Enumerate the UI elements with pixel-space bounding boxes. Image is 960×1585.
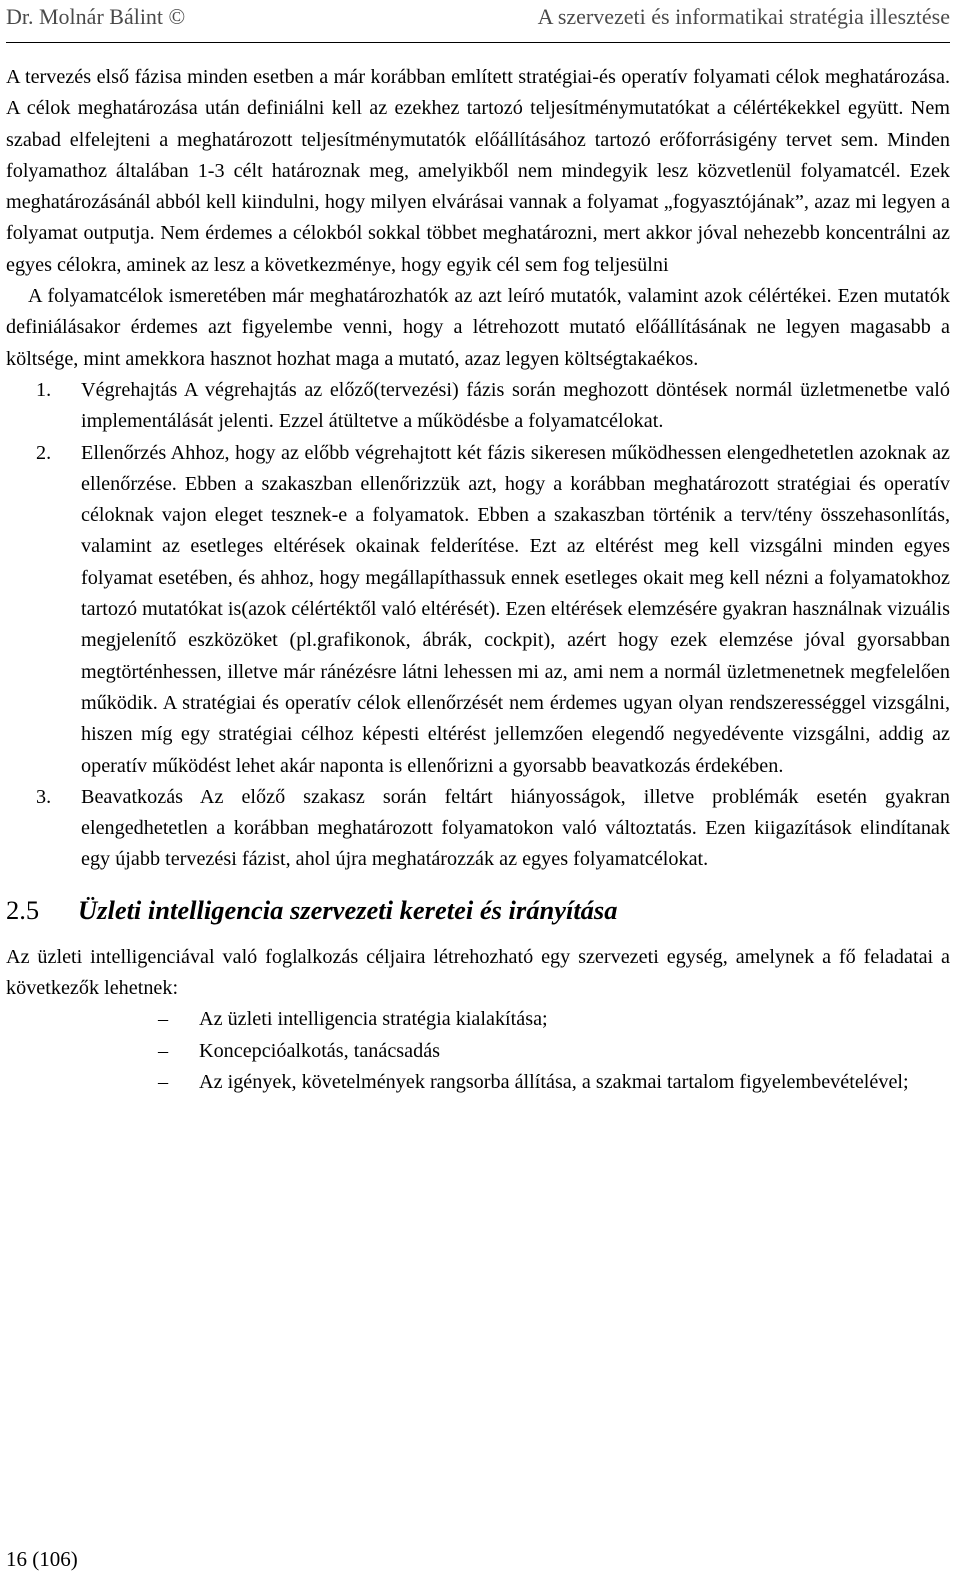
list-item-text: Koncepcióalkotás, tanácsadás bbox=[199, 1039, 441, 1062]
page-header bbox=[6, 2, 950, 43]
section-intro: Az üzleti intelligenciával való foglalkozás céljaira létrehozható egy szervezeti egység, amelynek a fő feladatai a következők lehetnek: bbox=[6, 945, 950, 1000]
list-item bbox=[6, 1036, 950, 1067]
dash-bullet: – bbox=[158, 1070, 169, 1093]
dash-bullet: – bbox=[158, 1008, 169, 1031]
page-body bbox=[6, 62, 950, 1098]
list-item-number: 1. bbox=[36, 378, 52, 401]
list-item bbox=[6, 375, 950, 438]
list-item-text: Az üzleti intelligencia stratégia kialakítása; bbox=[199, 1008, 548, 1031]
list-item bbox=[6, 1067, 950, 1098]
list-item-text: Végrehajtás A végrehajtás az előző(tervezési) fázis során meghozott döntések normál üzletmenetbe való implementálását jelenti. Ezzel átültetve a működésbe a folyamatcélokat. bbox=[81, 378, 950, 433]
paragraph: A tervezés első fázisa minden esetben a már korábban említett stratégiai-és operatív folyamati célok meghatározása. A célok meghatározása után definiálni kell az ezekhez tartozó teljesítménymutatókat a célértékekkel együtt. Nem szabad elfelejteni a meghatározott teljesítménymutatók előállításához tartozó erőforrásigény tervet sem. Minden folyamathoz általában 1-3 célt határoznak meg, amelyikből nem mindegyik lesz közvetlenül folyamatcél. Ezek meghatározásánál abból kell kiindulni, hogy milyen elvárásai vannak a folyamat „fogyasztójának”, azaz mi legyen a folyamat outputja. Nem érdemes a célokból sokkal többet meghatározni, mert akkor jóval nehezebb koncentrálni az egyes célokra, aminek az lesz a következménye, hogy egyik cél sem fog teljesülni bbox=[6, 66, 950, 276]
list-item-number: 3. bbox=[36, 785, 52, 808]
list-item-text: Az igények, követelmények rangsorba állítása, a szakmai tartalom figyelembevételével; bbox=[199, 1070, 909, 1093]
section-number: 2.5 bbox=[6, 894, 40, 925]
list-item-text: Beavatkozás Az előző szakasz során feltárt hiányosságok, illetve problémák esetén gyakran elengedhetetlen a korábban meghatározott folyamatokon való változtatás. Ezen kiigazítások elindítanak egy újabb tervezési fázist, ahol újra meghatározzák az egyes folyamatcélokat. bbox=[81, 785, 950, 871]
dash-bullet: – bbox=[158, 1039, 169, 1062]
list-item-text: Ellenőrzés Ahhoz, hogy az előbb végrehajtott két fázis sikeresen működhessen elengedhetetlen azoknak az ellenőrzése. Ebben a szakaszban ellenőrizzük azt, hogy a korábban meghatározott stratégiai és operatív céloknak vajon eleget tesznek-e a folyamatok. Ebben a szakaszban történik a terv/tény összehasonlítás, valamint az esetleges eltérések okainak felderítése. Ezt az eltérést meg kell vizsgálni minden egyes folyamat esetében, és ahhoz, hogy megállapíthassuk ennek esetleges okait meg kell nézni a folyamatokhoz tartozó mutatókat is(azok célértéktől való eltérését). Ezen eltérések elemzésére gyakran használnak vizuális megjelenítő eszközöket (pl.grafikonok, ábrák, cockpit), azért hogy ezek elemzése jóval gyorsabban megtörténhessen, illetve már ránézésre látni lehessen mi az, ami nem a normál üzletmenetnek megfelelően működik. A stratégiai és operatív célok ellenőrzését nem érdemes ugyan olyan rendszerességgel vizsgálni, hiszen míg egy stratégiai célhoz képesti eltérést jellemzően elegendő negyedévente vizsgálni, addig az operatív működést lehet akár naponta is ellenőrizni a gyorsabb beavatkozás érdekében. bbox=[81, 441, 950, 777]
page-number: 16 (106) bbox=[6, 1547, 78, 1571]
numbered-list bbox=[6, 375, 950, 876]
paragraph: A folyamatcélok ismeretében már meghatározhatók az azt leíró mutatók, valamint azok célértékei. Ezen mutatók definiálásakor érdemes azt figyelembe venni, hogy a létrehozott mutató előállításának ne legyen magasabb a költsége, mint amekkora hasznot hozhat maga a mutató, azaz legyen költségtakaékos. bbox=[6, 285, 950, 370]
section-title: Üzleti intelligencia szervezeti keretei és irányítása bbox=[78, 894, 618, 925]
bullet-list bbox=[6, 1004, 950, 1098]
header-title: A szervezeti és informatikai stratégia illesztése bbox=[537, 4, 950, 29]
header-author: Dr. Molnár Bálint © bbox=[6, 4, 186, 29]
list-item-number: 2. bbox=[36, 441, 52, 464]
list-item bbox=[6, 782, 950, 876]
list-item bbox=[6, 1004, 950, 1035]
section-heading bbox=[6, 893, 950, 927]
list-item bbox=[6, 438, 950, 782]
